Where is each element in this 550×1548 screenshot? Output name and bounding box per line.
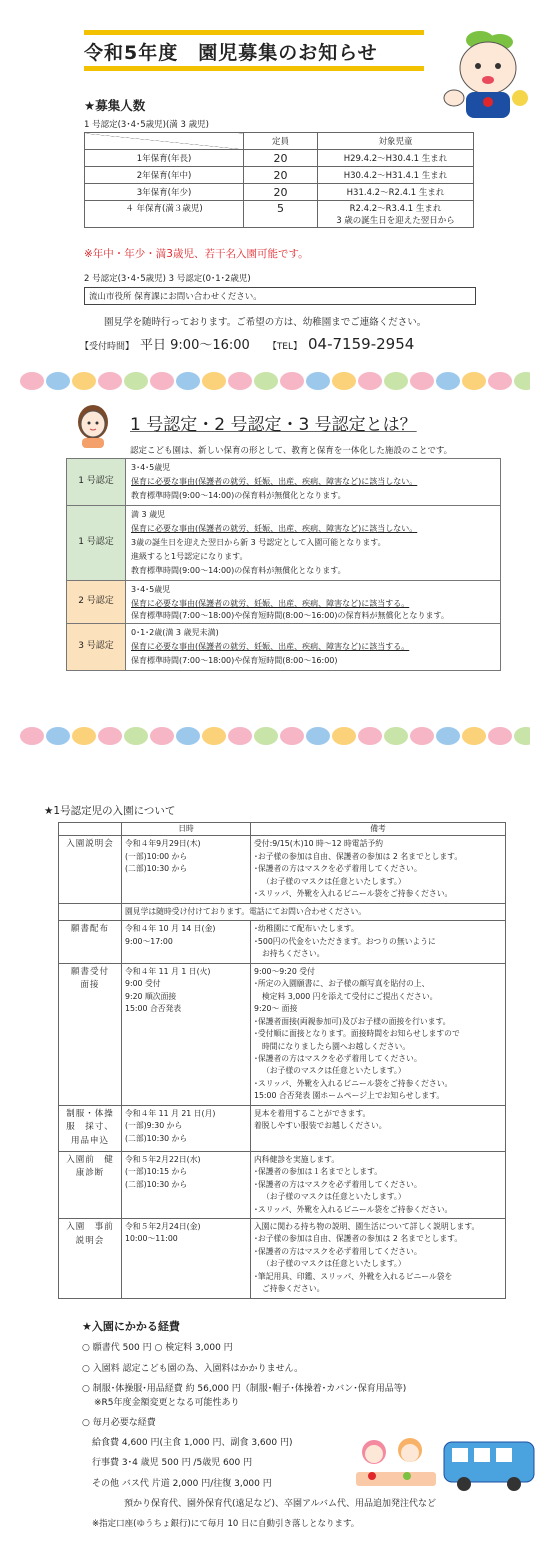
title-underline-top: [84, 30, 424, 35]
row-label: 1 号認定: [67, 459, 126, 506]
note-line: （お子様のマスクは任意といたします。）: [262, 1192, 406, 1202]
event-notes: [251, 921, 506, 963]
visit-text: 園見学を随時行っております。ご希望の方は、幼稚園までご連絡ください。: [104, 317, 427, 328]
decoration-dot: [228, 372, 252, 390]
table-row: [85, 150, 474, 167]
event-date: [122, 921, 251, 963]
date-line: (二部)10:30 から: [125, 1179, 188, 1189]
decoration-dot: [488, 372, 512, 390]
note-line: 検定料 3,000 円を添えて受付にご提出ください。: [262, 991, 438, 1001]
event-notes: [251, 1105, 506, 1151]
note-line: ･保護者の方はマスクを必ず着用してください。: [254, 1179, 422, 1189]
decoration-dot: [254, 727, 278, 745]
decorative-border-bottom: [20, 727, 530, 749]
date-line: 令和４年 11 月 1 日(火): [125, 966, 211, 976]
cost-item: ○ 毎月必要な経費: [82, 1418, 156, 1428]
cost-item: ○ 入園料 認定こども園の為、入園料はかかりません。: [82, 1363, 304, 1374]
note-line: ご持参ください。: [262, 1284, 325, 1294]
decoration-dot: [358, 727, 382, 745]
cert23-label: 2 号認定(3･4･5歳児) 3 号認定(0･1･2歳児): [84, 274, 251, 284]
event-notes: [251, 1151, 506, 1218]
note-line: ･保護者の方はマスクを必ず着用してください。: [254, 1246, 422, 1256]
row-line: 保育に必要な事由(保護者の就労、妊娠、出産、疾病、障害など)に該当しない。: [131, 524, 418, 533]
row-line: 3歳の誕生日を迎えた翌日から新 3 号認定として入園可能となります。: [131, 538, 386, 547]
row-line: 3･4･5歳児: [131, 463, 171, 472]
capacity-notice: ※年中・年少・満3歳児、若干名入園可能です。: [84, 248, 309, 260]
row-capacity: 20: [244, 167, 318, 184]
admission-heading: ★1号認定児の入園について: [44, 805, 176, 817]
note-line: 15:00 合否発表 園ホームページ上でお知らせします。: [254, 1091, 445, 1101]
note-line: お持ちください。: [262, 949, 325, 959]
recruitment-table: [84, 132, 474, 228]
note-line: ･スリッパ、外靴を入れるビニール袋をご持参ください。: [254, 1078, 453, 1088]
row-content: [126, 459, 501, 506]
note-line: 着脱しやすい服装でお越しください。: [254, 1121, 387, 1131]
decoration-dot: [176, 727, 200, 745]
decoration-dot: [410, 372, 434, 390]
decoration-dot: [280, 727, 304, 745]
note-line: ･お子様の参加は自由、保護者の参加は 2 名までとします。: [254, 1234, 463, 1244]
children-eating-illustration: [352, 1436, 452, 1496]
cost-item: ○ 制服･体操服･用品経費 約 56,000 円（制服･帽子･体操着･カバン･保育用品等): [82, 1384, 407, 1394]
row-line: 保育標準時間(7:00～18:00)や保育短時間(8:00～16:00): [131, 656, 338, 665]
note-line: ･筆記用具、印鑑、スリッパ、外靴を入れるビニール袋を: [254, 1271, 453, 1281]
event-label: 制服・体操服 採寸、用品申込: [59, 1105, 122, 1151]
note-line: 内科健診を実施します。: [254, 1154, 340, 1164]
row-target: H30.4.2～H31.4.1 生まれ: [318, 167, 474, 184]
decoration-dot: [488, 727, 512, 745]
table-header-row: [59, 823, 506, 836]
event-date: [122, 1218, 251, 1298]
cost-item: ○ 願書代 500 円 ○ 検定料 3,000 円: [82, 1343, 233, 1353]
header-cell-blank: [85, 133, 244, 150]
date-line: (一部)9:30 から: [125, 1121, 183, 1131]
header-cell-date: 日時: [122, 823, 251, 836]
nintei-table: [66, 458, 501, 671]
header-cell-capacity: 定員: [244, 133, 318, 150]
note-line: ･500円の代金をいただきます。おつりの無いように: [254, 936, 436, 946]
cert23-box: 流山市役所 保育課にお問い合わせください。: [84, 287, 476, 305]
table-row: [59, 836, 506, 903]
row-line: 3･4･5歳児: [131, 585, 171, 594]
tel-label: 【TEL】: [267, 342, 303, 352]
date-line: (二部)10:30 から: [125, 864, 188, 874]
teacher-illustration: [68, 398, 118, 448]
costs-heading: ★入園にかかる経費: [82, 1320, 180, 1333]
row-target-line1: R2.4.2～R3.4.1 生まれ: [349, 204, 442, 214]
event-date: [122, 1151, 251, 1218]
note-line: 時間になりましたら園へお越しください。: [262, 1041, 411, 1051]
contact-line: [80, 334, 414, 353]
decoration-dot: [228, 727, 252, 745]
note-line: ･スリッパ、外靴を入れるビニール袋をご持参ください。: [254, 889, 453, 899]
row-label: 1 号認定: [67, 506, 126, 581]
table-header-row: [85, 133, 474, 150]
event-date: [122, 836, 251, 903]
note-line: （お子様のマスクは任意といたします。）: [262, 1259, 406, 1269]
decoration-dot: [306, 727, 330, 745]
monthly-item: 行事費 3･4 歳児 500 円 /5歳児 600 円: [92, 1458, 253, 1468]
admission-table: [58, 822, 506, 1299]
decoration-dot: [254, 372, 278, 390]
event-date: [122, 1105, 251, 1151]
note-line: （お子様のマスクは任意といたします。）: [262, 876, 406, 886]
table-row: [59, 1218, 506, 1298]
cost-note: ※R5年度金額変更となる可能性あり: [94, 1397, 240, 1408]
row-line: 保育に必要な事由(保護者の就労、妊娠、出産、疾病、障害など)に該当する。: [131, 599, 410, 608]
table-row: [85, 167, 474, 184]
row-label: 2年保育(年中): [85, 167, 244, 184]
table-row: [67, 581, 501, 624]
date-line: 15:00 合否発表: [125, 1004, 182, 1014]
recruitment-subheading: 1 号認定(3･4･5歳児)(満 3 歳児): [84, 120, 209, 130]
decoration-dot: [72, 727, 96, 745]
page-title: 令和5年度 園児募集のお知らせ: [84, 42, 378, 64]
decoration-dot: [20, 727, 44, 745]
date-line: (二部)10:30 から: [125, 1133, 188, 1143]
decoration-dot: [514, 727, 530, 745]
monthly-item: 給食費 4,600 円(主食 1,000 円、副食 3,600 円): [92, 1437, 293, 1448]
decoration-dot: [280, 372, 304, 390]
note-line: ･所定の入園願書に、お子様の顔写真を貼付の上、: [254, 979, 430, 989]
note-line: ･受付順に面接となります。面接時間をお知らせしますので: [254, 1029, 460, 1039]
row-label: 1年保育(年長): [85, 150, 244, 167]
table-row: [59, 1151, 506, 1218]
note-line: ･保護者の方はマスクを必ず着用してください。: [254, 1053, 422, 1063]
note-line: ･保護者面接(両親参加可)及びお子様の面接を行います。: [254, 1016, 451, 1026]
header-cell-target: 対象児童: [318, 133, 474, 150]
decoration-dot: [202, 372, 226, 390]
date-line: (一部)10:15 から: [125, 1167, 188, 1177]
row-content: [126, 624, 501, 671]
note-line: ･保護者の参加は１名までとします。: [254, 1167, 383, 1177]
note-line: ･幼稚園にて配布いたします。: [254, 924, 359, 934]
event-notes: [251, 1218, 506, 1298]
school-bus-illustration: [440, 1436, 540, 1496]
note-line: 受付:9/15(木)10 時～12 時電話予約: [254, 839, 383, 849]
row-line: 保育に必要な事由(保護者の就労、妊娠、出産、疾病、障害など)に該当する。: [131, 642, 410, 651]
decoration-dot: [124, 372, 148, 390]
row-line: 保育標準時間(7:00～18:00)や保育短時間(8:00～16:00)の保育料が無償化となります。: [131, 611, 449, 620]
note-line: ･スリッパ、外靴を入れるビニール袋をご持参ください。: [254, 1204, 453, 1214]
decoration-dot: [436, 727, 460, 745]
row-target: H31.4.2～R2.4.1 生まれ: [318, 184, 474, 201]
table-row: [67, 624, 501, 671]
decoration-dot: [20, 372, 44, 390]
row-label: 3 号認定: [67, 624, 126, 671]
decoration-dot: [72, 372, 96, 390]
decoration-dot: [384, 372, 408, 390]
decoration-dot: [410, 727, 434, 745]
decoration-dot: [358, 372, 382, 390]
decoration-dot: [124, 727, 148, 745]
title-underline: [84, 66, 424, 71]
decoration-dot: [46, 727, 70, 745]
row-line: 満 3 歳児: [131, 510, 166, 519]
note-line: （お子様のマスクは任意といたします。）: [262, 1066, 406, 1076]
header-cell-notes: 備考: [251, 823, 506, 836]
nintei-title: 1 号認定・2 号認定・3 号認定とは？: [130, 415, 417, 435]
date-line: 9:20 順次面接: [125, 991, 177, 1001]
note-line: 見本を着用することができます。: [254, 1108, 371, 1118]
row-label: 2 号認定: [67, 581, 126, 624]
note-line: ･お子様の参加は自由、保護者の参加は 2 名までとします。: [254, 851, 463, 861]
decoration-dot: [462, 727, 486, 745]
date-line: 令和５年2月24日(金): [125, 1221, 201, 1231]
event-label: 願書配布: [59, 921, 122, 963]
decorative-border-top: [20, 372, 530, 394]
row-target: H29.4.2～H30.4.1 生まれ: [318, 150, 474, 167]
decoration-dot: [306, 372, 330, 390]
date-line: 令和４年 10 月 14 日(金): [125, 924, 216, 934]
event-date: [122, 963, 251, 1105]
decoration-dot: [514, 372, 530, 390]
date-line: 10:00～11:00: [125, 1234, 178, 1244]
decoration-dot: [436, 372, 460, 390]
table-row: [59, 1105, 506, 1151]
recruitment-heading: ★募集人数: [84, 98, 146, 113]
hours-label: 【受付時間】: [80, 342, 135, 352]
row-content: [126, 506, 501, 581]
row-line: 0･1･2歳(満 3 歳児未満): [131, 628, 219, 637]
note-line: 9:00～9:20 受付: [254, 966, 315, 976]
row-capacity: 20: [244, 150, 318, 167]
note-line: ･保護者の方はマスクを必ず着用してください。: [254, 864, 422, 874]
date-line: (一部)10:00 から: [125, 851, 188, 861]
event-label: 入園 事前説明会: [59, 1218, 122, 1298]
payment-note: ※指定口座(ゆうちょ銀行)にて毎月 10 日に自動引き落しとなります。: [92, 1518, 360, 1529]
decoration-dot: [150, 372, 174, 390]
date-line: 9:00 受付: [125, 979, 161, 989]
date-line: 9:00～17:00: [125, 936, 173, 946]
date-line: 令和４年9月29日(木): [125, 839, 201, 849]
row-content: [126, 581, 501, 624]
table-row: [67, 506, 501, 581]
table-row: [59, 963, 506, 1105]
row-label: ４ 年保育(満３歳児): [85, 201, 244, 228]
note-line: 入園に関わる持ち物の説明、園生活について詳しく説明します。: [254, 1221, 480, 1231]
row-line: 進級すると1号認定になります。: [131, 552, 248, 561]
header-cell-event: [59, 823, 122, 836]
decoration-dot: [332, 372, 356, 390]
decoration-dot: [98, 372, 122, 390]
event-label: 入園前 健康診断: [59, 1151, 122, 1218]
event-notes: 園見学は随時受け付けております。電話にてお問い合わせください。: [122, 903, 506, 920]
row-line: 教育標準時間(9:00～14:00)の保育料が無償化となります。: [131, 566, 346, 575]
decoration-dot: [98, 727, 122, 745]
event-label: 願書受付 面接: [59, 963, 122, 1105]
date-line: 令和４年 11 月 21 日(月): [125, 1108, 216, 1118]
hours-value: 平日 9:00～16:00: [140, 338, 250, 353]
event-label: 入園説明会: [59, 836, 122, 903]
note-line: 9:20～ 面接: [254, 1004, 298, 1014]
tel-value: 04-7159-2954: [308, 335, 415, 353]
table-row: [85, 201, 474, 228]
row-target: [318, 201, 474, 228]
table-row: [67, 459, 501, 506]
decoration-dot: [462, 372, 486, 390]
row-capacity: 5: [244, 201, 318, 228]
row-capacity: 20: [244, 184, 318, 201]
event-notes: [251, 836, 506, 903]
mascot-illustration: [440, 28, 530, 123]
event-label: [59, 903, 122, 920]
date-line: 令和５年2月22日(水): [125, 1154, 201, 1164]
nintei-intro: 認定こども園は、新しい保育の形として、教育と保育を一体化した施設のことです。: [130, 446, 453, 456]
other-costs: 預かり保育代、園外保育代(遠足など)、卒園アルバム代、用品追加発注代など: [124, 1499, 437, 1509]
row-line: 保育に必要な事由(保護者の就労、妊娠、出産、疾病、障害など)に該当しない。: [131, 477, 418, 486]
event-notes: [251, 963, 506, 1105]
decoration-dot: [150, 727, 174, 745]
decoration-dot: [202, 727, 226, 745]
decoration-dot: [176, 372, 200, 390]
row-line: 教育標準時間(9:00～14:00)の保育料が無償化となります。: [131, 491, 346, 500]
decoration-dot: [46, 372, 70, 390]
decoration-dot: [332, 727, 356, 745]
monthly-item: その他 バス代 片道 2,000 円/往復 3,000 円: [92, 1478, 272, 1489]
row-label: 3年保育(年少): [85, 184, 244, 201]
row-target-line2: 3 歳の誕生日を迎えた翌日から: [336, 216, 455, 226]
table-row: [59, 921, 506, 963]
table-row: [59, 903, 506, 920]
table-row: [85, 184, 474, 201]
decoration-dot: [384, 727, 408, 745]
costs-section: [82, 1318, 522, 1530]
